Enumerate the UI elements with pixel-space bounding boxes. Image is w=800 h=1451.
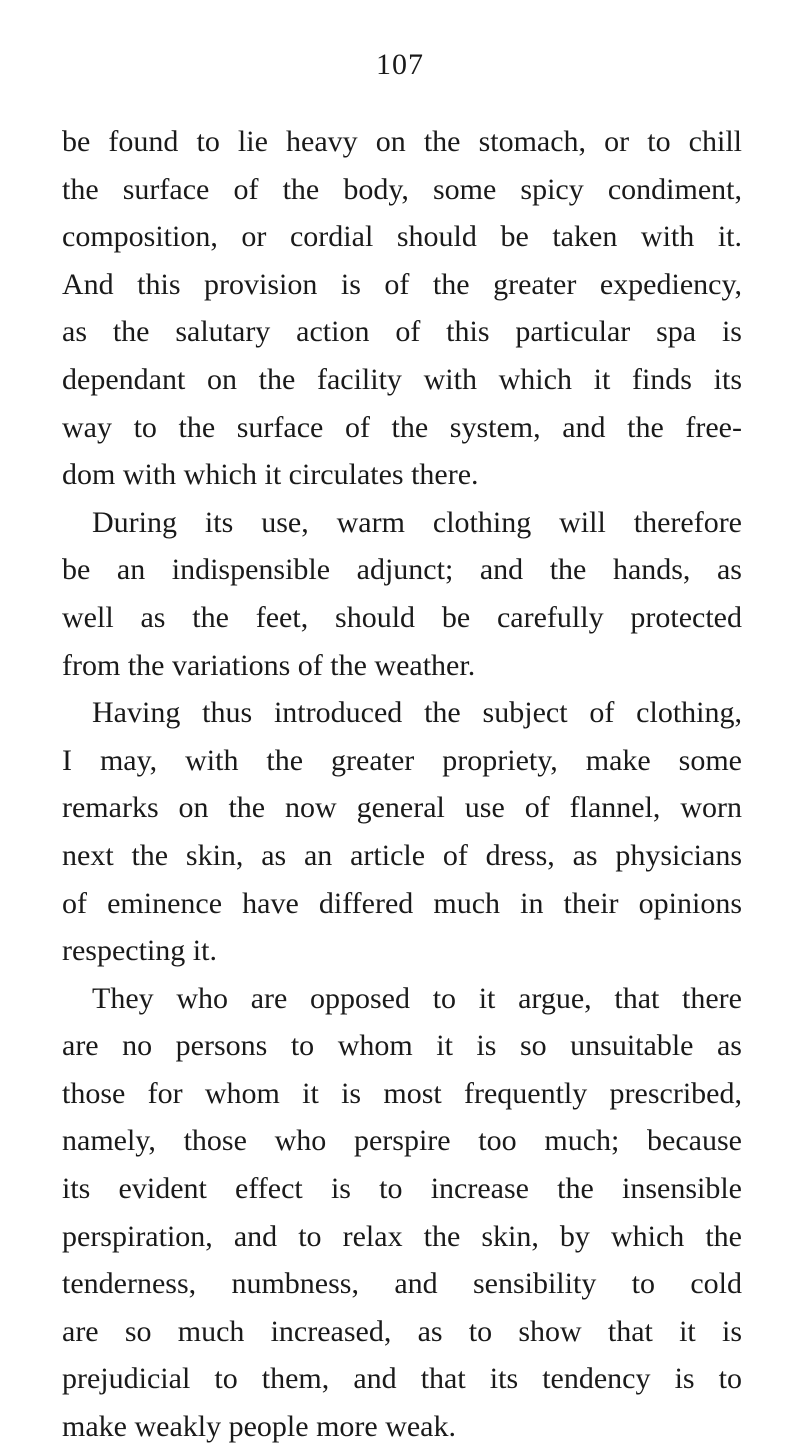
text-line: way to the surface of the system, and the free- bbox=[62, 410, 742, 444]
text-line: dom with which it circulates there. bbox=[62, 458, 479, 492]
text-line: well as the feet, should be carefully protected bbox=[62, 600, 742, 634]
text-line: are so much increased, as to show that it is bbox=[62, 1314, 742, 1348]
body-text bbox=[62, 118, 742, 1451]
text-line: composition, or cordial should be taken with it. bbox=[62, 220, 742, 254]
text-line: perspiration, and to relax the skin, by which the bbox=[62, 1219, 742, 1253]
text-line: remarks on the now general use of flannel, worn bbox=[62, 791, 742, 825]
text-line: of eminence have differed much in their opinions bbox=[62, 886, 742, 920]
text-line: next the skin, as an article of dress, as physicians bbox=[62, 838, 742, 872]
text-line: those for whom it is most frequently prescribed, bbox=[62, 1076, 742, 1110]
text-line: as the salutary action of this particular spa is bbox=[62, 315, 742, 349]
text-line: its evident effect is to increase the insensible bbox=[62, 1172, 742, 1206]
text-line: the surface of the body, some spicy condiment, bbox=[62, 172, 742, 206]
text-line: be an indispensible adjunct; and the hands, as bbox=[62, 553, 742, 587]
text-line: prejudicial to them, and that its tendency is to bbox=[62, 1362, 742, 1396]
text-line: During its use, warm clothing will therefore bbox=[92, 505, 742, 539]
text-line: respecting it. bbox=[62, 934, 217, 968]
text-line: Having thus introduced the subject of clothing, bbox=[92, 696, 742, 730]
text-line: tenderness, numbness, and sensibility to cold bbox=[62, 1267, 742, 1301]
text-line: namely, those who perspire too much; because bbox=[62, 1124, 742, 1158]
text-line: be found to lie heavy on the stomach, or to chill bbox=[62, 125, 742, 158]
text-line: from the variations of the weather. bbox=[62, 648, 476, 682]
text-line: dependant on the facility with which it finds its bbox=[62, 362, 742, 396]
text-line: And this provision is of the greater expediency, bbox=[62, 267, 742, 301]
text-line: I may, with the greater propriety, make some bbox=[62, 743, 742, 777]
text-line: are no persons to whom it is so unsuitable as bbox=[62, 1029, 742, 1063]
text-line: make weakly people more weak. bbox=[62, 1410, 456, 1444]
text-line: They who are opposed to it argue, that there bbox=[92, 981, 742, 1015]
page-number: 107 bbox=[376, 48, 424, 81]
